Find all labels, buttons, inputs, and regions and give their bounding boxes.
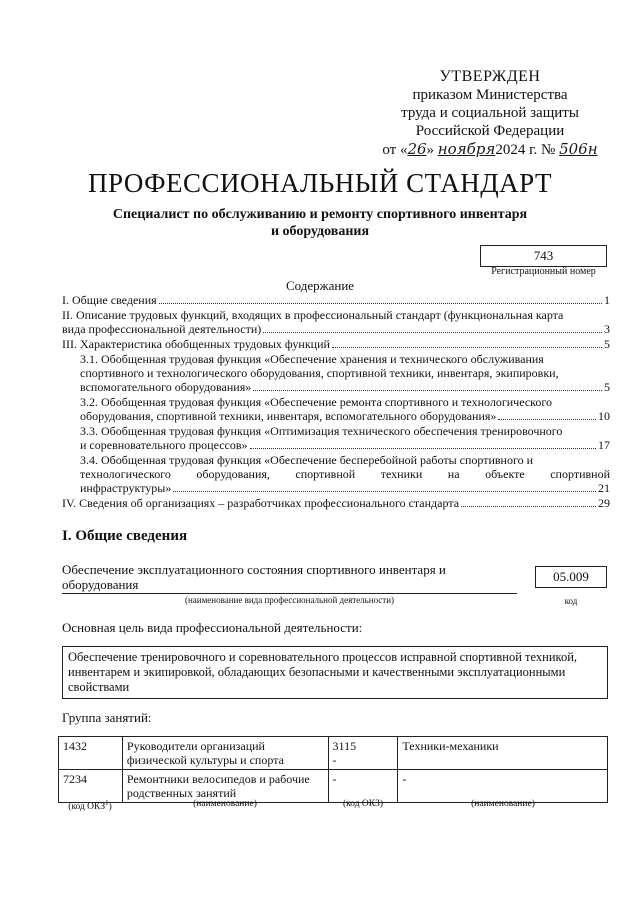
date-prefix: от « xyxy=(382,142,408,158)
subtitle-line-1: Специалист по обслуживанию и ремонту спортивного инвентаря xyxy=(112,207,528,222)
toc-item-3-2[interactable]: 3.2. Обобщенная трудовая функция «Обеспечение ремонта спортивного и технологического оборудования, спортивной техники, инвентаря, вспомогательного оборудования» 10 xyxy=(80,395,610,423)
caption-name-2: (наименование) xyxy=(471,799,535,809)
registration-number-label: Регистрационный номер xyxy=(491,266,596,277)
goal-label: Основная цель вида профессиональной деятельности: xyxy=(62,620,363,635)
occupation-name-cell: Руководители организаций физической культуры и спорта xyxy=(122,737,328,770)
date-close: » xyxy=(426,142,435,158)
occupation-name-cell: Ремонтники велосипедов и рабочие родственных занятий xyxy=(122,770,328,803)
approval-date-line xyxy=(360,140,620,159)
occupation-group-table xyxy=(58,736,608,803)
toc-item-2[interactable]: II. Описание трудовых функций, входящих в профессиональный стандарт (функциональная карта вида профессиональной деятельности) 3 xyxy=(62,308,610,336)
activity-kind-caption: (наименование вида профессиональной деятельности) xyxy=(184,595,395,605)
contents-title: Содержание xyxy=(285,278,355,293)
okz-code-cell: 3115 - xyxy=(328,737,398,770)
approval-header: УТВЕРЖДЕН xyxy=(439,68,541,85)
document-title: ПРОФЕССИОНАЛЬНЫЙ СТАНДАРТ xyxy=(87,168,553,198)
activity-code-caption: код xyxy=(564,596,578,606)
activity-code-box: 05.009 xyxy=(535,566,607,588)
goal-text-box: Обеспечение тренировочного и соревновательного процессов исправной спортивной техникой, инвентарем и экипировкой, обладающих безопасными и качественными эксплуатационными свойствами xyxy=(62,646,608,699)
table-row xyxy=(59,770,608,803)
caption-okz-code-2: (код ОКЗ) xyxy=(342,799,384,809)
approval-block xyxy=(360,68,620,159)
order-number: 506н xyxy=(559,140,598,158)
section-heading-general: I. Общие сведения xyxy=(62,528,188,544)
toc-item-1[interactable]: I. Общие сведения 1 xyxy=(62,293,610,307)
occupation-name-cell: Техники-механики xyxy=(398,737,608,770)
toc-item-3-3[interactable]: 3.3. Обобщенная трудовая функция «Оптимизация технического обеспечения тренировочного и соревновательного процессов» 17 xyxy=(80,424,610,452)
date-month: ноября xyxy=(437,140,496,158)
caption-name-1: (наименование) xyxy=(193,799,257,809)
date-year: 2024 г. № xyxy=(495,142,556,158)
okz-code-cell: - xyxy=(328,770,398,803)
occupation-name-cell: - xyxy=(398,770,608,803)
okz-code-cell: 1432 xyxy=(59,737,123,770)
subtitle-line-2: и оборудования xyxy=(270,224,370,239)
activity-kind-underline xyxy=(62,593,517,594)
toc-item-3-1[interactable]: 3.1. Обобщенная трудовая функция «Обеспечение хранения и технического обслуживания спортивного и технологического оборудования, спортивной техники, инвентаря, экипировки, вспомогательного оборудования» 5 xyxy=(80,352,610,394)
registration-number-box: 743 xyxy=(480,245,607,267)
document-subtitle xyxy=(60,206,580,240)
table-row xyxy=(59,737,608,770)
approval-line-3: Российской Федерации xyxy=(415,123,565,139)
toc-item-3[interactable]: III. Характеристика обобщенных трудовых функций 5 xyxy=(62,337,610,351)
toc-item-3-4[interactable]: 3.4. Обобщенная трудовая функция «Обеспечение бесперебойной работы спортивного и технологического оборудования, спортивной техники на объекте спортивной инфраструктуры» 21 xyxy=(80,453,610,495)
okz-code-cell: 7234 xyxy=(59,770,123,803)
table-of-contents xyxy=(62,293,610,511)
toc-item-4[interactable]: IV. Сведения об организациях – разработчиках профессионального стандарта 29 xyxy=(62,496,610,510)
approval-line-2: труда и социальной защиты xyxy=(401,105,579,121)
activity-kind-name: Обеспечение эксплуатационного состояния спортивного инвентаря и оборудования xyxy=(62,562,446,592)
caption-okz-code-1: (код ОКЗ$^1$) xyxy=(68,799,112,813)
date-day: 26 xyxy=(407,140,427,158)
occupation-group-label: Группа занятий: xyxy=(62,710,152,725)
approval-line-1: приказом Министерства xyxy=(412,87,568,103)
